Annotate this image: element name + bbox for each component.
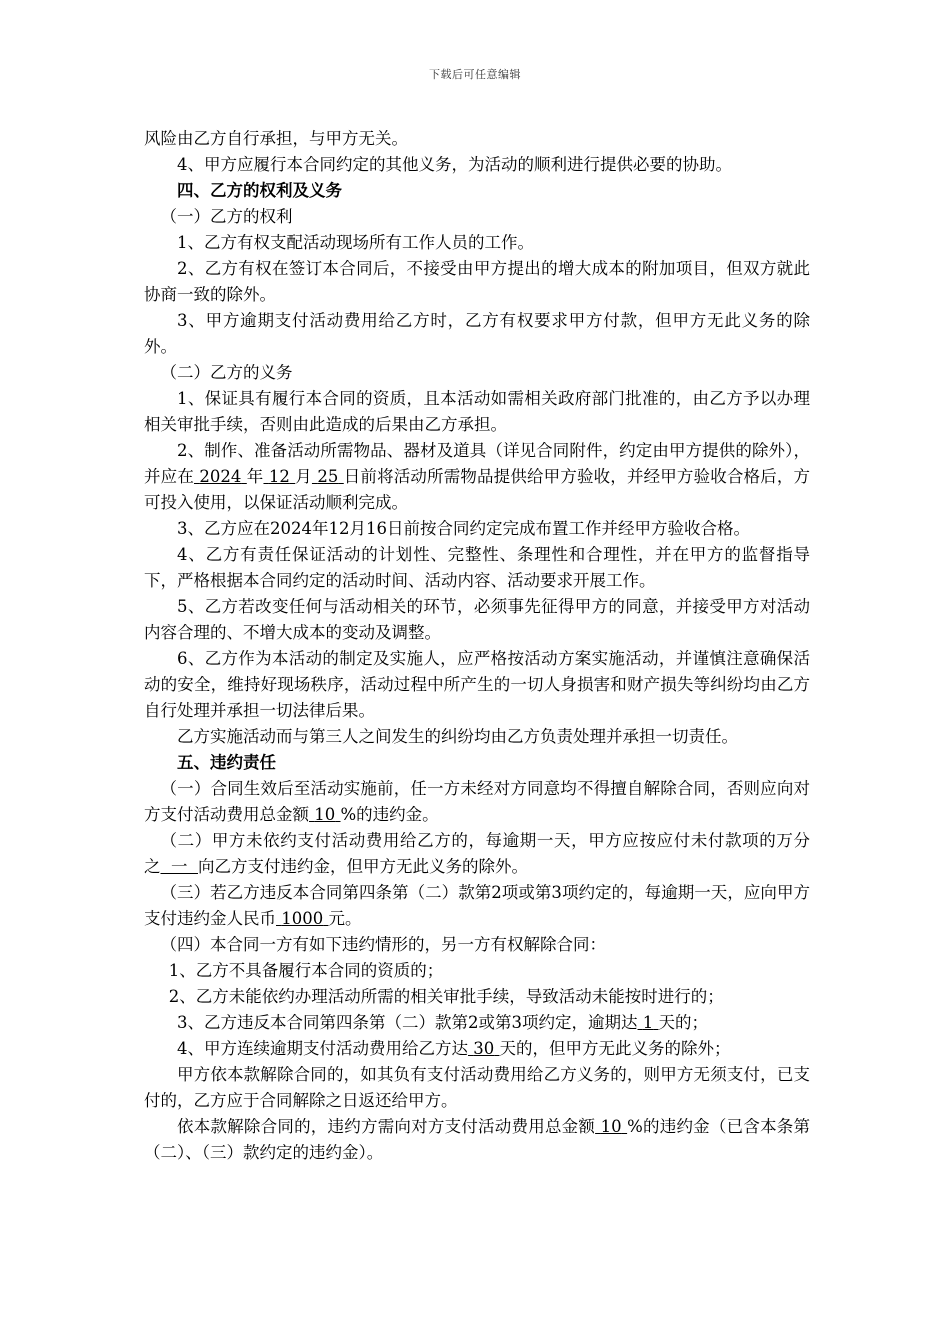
paragraph: 乙方实施活动而与第三人之间发生的纠纷均由乙方负责处理并承担一切责任。	[177, 727, 738, 746]
paragraph: （二）甲方未依约支付活动费用给乙方的，每逾期一天，甲方应按应付未付款项的万分之 一 向乙方支付违约金，但甲方无此义务的除外。	[144, 831, 810, 876]
page-header: 下载后可任意编辑	[429, 68, 521, 81]
paragraph: （一）合同生效后至活动实施前，任一方未经对方同意均不得擅自解除合同，否则应向对方支付活动费用总金额 10 %的违约金。	[144, 779, 810, 824]
paragraph: （三）若乙方违反本合同第四条第（二）款第2项或第3项约定的，每逾期一天，应向甲方支付违约金人民币 1000 元。	[144, 883, 810, 928]
filled-blank: 一	[171, 857, 188, 876]
paragraph: 2、乙方有权在签订本合同后，不接受由甲方提出的增大成本的附加项目，但双方就此协商一致的除外。	[144, 259, 810, 304]
paragraph: 3、乙方应在2024年12月16日前按合同约定完成布置工作并经甲方验收合格。	[177, 519, 750, 538]
subsection-heading: （二）乙方的义务	[160, 363, 293, 382]
paragraph: 3、甲方逾期支付活动费用给乙方时，乙方有权要求甲方付款，但甲方无此义务的除外。	[144, 311, 810, 356]
paragraph: 2、制作、准备活动所需物品、器材及道具（详见合同附件，约定由甲方提供的除外），并应在 2024 年 12 月 25 日前将活动所需物品提供给甲方验收，并经甲方验收合格后，方可投入使用，以保证活动顺利完成。	[144, 441, 811, 512]
paragraph: 1、保证具有履行本合同的资质，且本活动如需相关政府部门批准的，由乙方予以办理相关审批手续，否则由此造成的后果由乙方承担。	[144, 389, 810, 434]
paragraph: 5、乙方若改变任何与活动相关的环节，必须事先征得甲方的同意，并接受甲方对活动内容合理的、不增大成本的变动及调整。	[144, 597, 810, 642]
paragraph: 风险由乙方自行承担，与甲方无关。	[144, 129, 408, 148]
paragraph: 4、甲方连续逾期支付活动费用给乙方达 30 天的，但甲方无此义务的除外；	[177, 1039, 731, 1058]
paragraph: 1、乙方不具备履行本合同的资质的；	[168, 961, 444, 980]
paragraph: 4、乙方有责任保证活动的计划性、完整性、条理性和合理性，并在甲方的监督指导下，严格根据本合同约定的活动时间、活动内容、活动要求开展工作。	[144, 545, 810, 590]
filled-blank: 25	[317, 467, 339, 486]
filled-blank: 1000	[281, 909, 324, 928]
section-heading: 四、乙方的权利及义务	[177, 181, 342, 200]
paragraph: 依本款解除合同的，违约方需向对方支付活动费用总金额 10 %的违约金（已含本条第（二）、（三）款约定的违约金）。	[144, 1117, 811, 1162]
filled-blank: 1	[642, 1013, 654, 1032]
paragraph: 4、甲方应履行本合同约定的其他义务，为活动的顺利进行提供必要的协助。	[177, 155, 732, 174]
paragraph: 3、乙方违反本合同第四条第（二）款第2或第3项约定，逾期达 1 天的；	[177, 1013, 708, 1032]
filled-blank: 12	[268, 467, 290, 486]
paragraph: 甲方依本款解除合同的，如其负有支付活动费用给乙方义务的，则甲方无须支付，已支付的，乙方应于合同解除之日返还给甲方。	[144, 1065, 810, 1110]
paragraph: 2、乙方未能依约办理活动所需的相关审批手续，导致活动未能按时进行的；	[168, 987, 724, 1006]
document-body	[144, 126, 810, 1166]
paragraph: 6、乙方作为本活动的制定及实施人，应严格按活动方案实施活动，并谨慎注意确保活动的安全，维持好现场秩序，活动过程中所产生的一切人身损害和财产损失等纠纷均由乙方自行处理并承担一切法律后果。	[144, 649, 810, 720]
paragraph: （四）本合同一方有如下违约情形的，另一方有权解除合同：	[160, 935, 606, 954]
subsection-heading: （一）乙方的权利	[160, 207, 293, 226]
filled-blank: 10	[314, 805, 336, 824]
filled-blank: 10	[600, 1117, 622, 1136]
filled-blank: 2024	[199, 467, 242, 486]
filled-blank: 30	[473, 1039, 495, 1058]
section-heading: 五、违约责任	[177, 753, 276, 772]
paragraph: 1、乙方有权支配活动现场所有工作人员的工作。	[177, 233, 534, 252]
